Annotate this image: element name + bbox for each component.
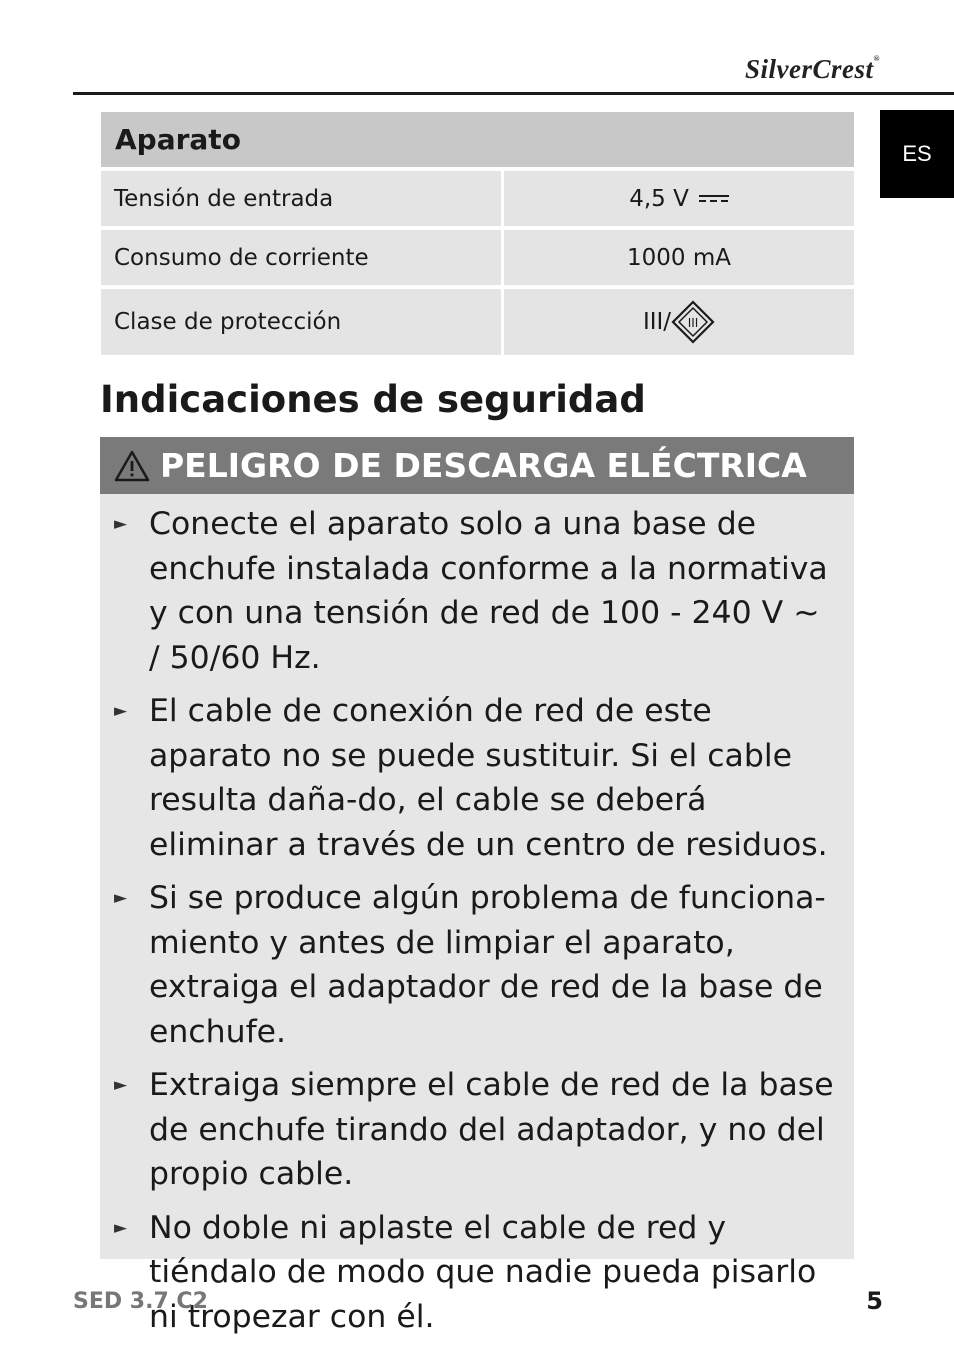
protection-class-symbol-text: III [687, 316, 699, 330]
spec-row-protection-class [101, 289, 854, 355]
spec-value [504, 171, 854, 226]
bullet-arrow-icon: ► [114, 888, 128, 908]
spec-label: Consumo de corriente [101, 230, 501, 285]
spec-label: Tensión de entrada [101, 171, 501, 226]
warning-list [100, 494, 854, 1339]
spec-label: Clase de protección [101, 289, 501, 355]
spec-value-text: III/ [642, 309, 672, 335]
bullet-arrow-icon: ► [114, 1217, 128, 1238]
list-item [114, 876, 834, 1054]
header-rule [73, 92, 954, 95]
list-item-text: Extraiga siempre el cable de red de la base de enchufe tirando del adaptador, y no del propio cable. [149, 1067, 834, 1192]
brand-logo [745, 54, 880, 85]
warning-header [100, 437, 854, 494]
warning-triangle-icon [114, 450, 150, 482]
list-item-text: Conecte el aparato solo a una base de enchufe instalada conforme a la normativa y con una tensión de red de 100 - 240 V ~ / 50/60 Hz. [149, 506, 828, 676]
spec-table [101, 112, 854, 355]
dc-symbol-icon [699, 195, 729, 202]
language-tab-label: ES [902, 141, 932, 166]
list-item-text: No doble ni aplaste el cable de red y tiéndalo de modo que nadie pueda pisarlo ni tropezar con él. [149, 1209, 817, 1335]
list-item [114, 1063, 834, 1197]
spec-value-text: 4,5 V [629, 185, 689, 212]
spec-value [504, 289, 854, 355]
spec-table-heading: Aparato [101, 112, 854, 167]
protection-class-III-icon [671, 300, 715, 344]
bullet-arrow-icon: ► [114, 701, 128, 721]
brand-name: SilverCrest [745, 54, 874, 84]
warning-heading: PELIGRO DE DESCARGA ELÉCTRICA [160, 446, 807, 485]
list-item-text: El cable de conexión de red de este aparato no se puede sustituir. Si el cable resulta daña-do, el cable se deberá eliminar a través de un centro de residuos. [149, 693, 828, 863]
list-item [114, 1206, 834, 1340]
spec-value: 1000 mA [504, 230, 854, 285]
section-title: Indicaciones de seguridad [100, 378, 646, 421]
bullet-arrow-icon: ► [114, 514, 128, 534]
list-item [114, 502, 834, 680]
footer-model: SED 3.7 C2 [73, 1289, 208, 1314]
bullet-arrow-icon: ► [114, 1075, 128, 1095]
page-number: 5 [866, 1287, 883, 1315]
list-item [114, 689, 834, 867]
spec-row-current [101, 230, 854, 285]
registered-mark: ® [873, 54, 880, 63]
language-tab [880, 110, 954, 198]
spec-row-input-voltage [101, 171, 854, 226]
list-item-text: Si se produce algún problema de funciona-miento y antes de limpiar el aparato, extraiga el adaptador de red de la base de enchufe. [149, 880, 826, 1050]
